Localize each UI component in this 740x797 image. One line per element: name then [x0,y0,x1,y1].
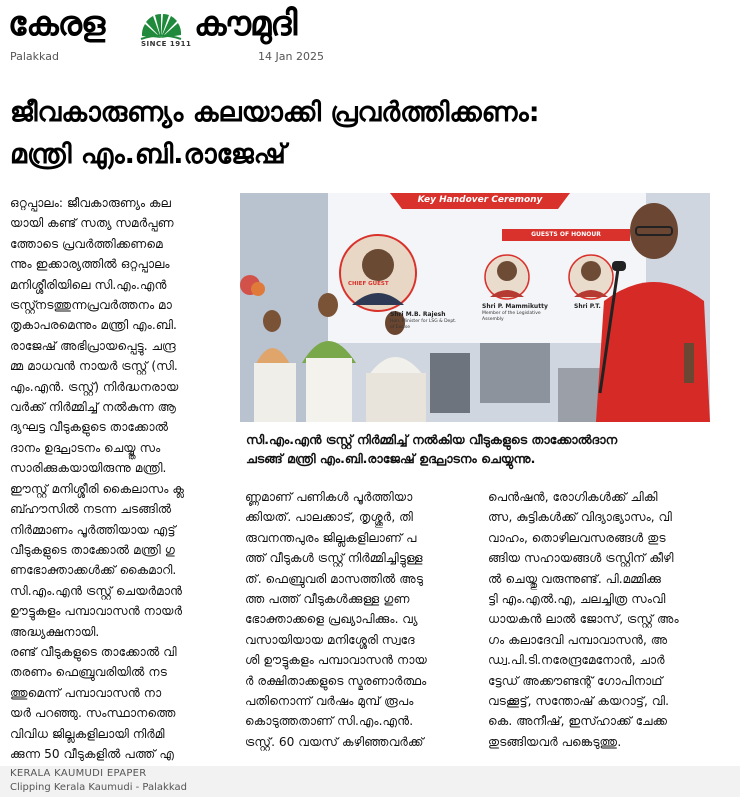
headline [10,92,730,176]
caption-line-1: സി.എം.എൻ ട്രസ്റ്റ് നിർമ്മിച്ച് നൽകിയ വീടുകളുടെ താക്കോൽദാന [246,432,618,447]
brand-name-left: കേരള [8,4,105,44]
article-line: പെൻഷൻ, രോഗികൾക്ക് ചികി [488,490,658,504]
photo-illustration [240,193,710,422]
photo-caption [246,430,716,468]
article-line: ട്രസ്റ്റ്നടത്തുന്നപ്രവർത്തനം മാ [10,298,172,313]
footer-clipping-source: Clipping Kerala Kaumudi - Palakkad [10,782,187,793]
article-line: വിവിധ ജില്ലകളിലായി നിർമി [10,726,165,741]
event-photo [240,193,710,422]
headline-line-2: മന്ത്രി എം.ബി.രാജേഷ് [10,139,286,170]
caption-line-2: ചടങ്ങ് മന്ത്രി എം.ബി.രാജേഷ് ഉദ്ഘാടനം ചെയ്യുന്നു. [246,451,536,466]
article-line: ദ്യഘട്ട വീടുകളുടെ താക്കോൽ [10,420,169,435]
article-line: രുവനന്തപുരം ജില്ലകളിലാണ് പ [245,530,417,545]
article-line: ദാനം ഉദ്ഘാടനം ചെയ്യ്ത സം [10,440,161,455]
article-line: ഒറ്റപ്പാലം: ജീവകാരുണ്യം കല [10,196,172,210]
article-line: സി.എം.എൻ ട്രസ്റ്റ് ചെയർമാൻ [10,583,183,598]
article-line: ത്സ, കുട്ടികൾക്ക് വിദ്യാഭ്യാസം, വി [488,510,672,525]
article-line: ത്. ഫെബ്രുവരി മാസത്തിൽ അടു [245,571,424,586]
article-line: വടക്കൂട്ട്, സന്തോഷ് കയറാട്ട്, വി. [488,694,669,709]
article-line: ഡ്വ.പി.ടി.നരേന്ദ്രമേനോൻ, ചാർ [488,653,665,668]
chief-guest-name: Shri M.B. Rajesh [390,311,446,318]
guests-of-honour-label: GUESTS OF HONOUR [531,231,601,238]
edition-label: Palakkad [10,50,59,63]
article-line: മനിശ്ശീരിയിലെ സി.എം.എൻ [10,277,167,292]
sunrise-logo-icon [136,2,186,44]
article-line: ശി ഊട്ടുകളം പമ്പാവാസൻ നായ [245,653,427,668]
banner-title: Key Handover Ceremony [417,195,543,205]
article-line: ത്തുമെന്ന് പമ്പാവാസൻ നാ [10,685,162,700]
article-line: നിർമ്മാണം പൂർത്തിയായ എട്ട് [10,522,176,537]
headline-line-1: ജീവകാരുണ്യം കലയാക്കി പ്രവർത്തിക്കണം: [10,97,540,128]
guest-1-role: Member of the Legislative Assembly [482,311,541,322]
article-line: ക്കിയത്. പാലക്കാട്, തൃശ്ശൂർ, തി [245,510,413,525]
article-line: തരണം ഫെബ്രുവരിയിൽ നട [10,665,167,680]
footer-brand: KERALA KAUMUDI EPAPER [10,768,147,779]
article-line: കൊടുത്തതാണ് സി.എം.എൻ. [245,714,414,729]
article-column-2 [245,487,477,752]
article-line: കെ. അനീഷ്, ഇസ്ഹാക്ക് ചേക്ക [488,714,668,729]
article-line: വസായിയായ മനിശ്ശേരി സ്വദേ [245,632,415,647]
article-line: ട്ടേഡ് അക്കൗണ്ടന്റ് ഗോപിനാഥ് [488,673,663,688]
article-line: യർ പറഞ്ഞു. സംസ്ഥാനത്തെ [10,706,176,721]
article-line: ട്രസ്റ്റ്. 60 വയസ് കഴിഞ്ഞവർക്ക് [245,734,424,749]
guest-2-name: Shri P.T. [574,303,601,310]
article-line: ണ്ണമാണ് പണികൾ പൂർത്തിയാ [245,490,413,504]
masthead [0,0,740,66]
article-line: ത്തോടെ പ്രവർത്തിക്കണമെ [10,236,163,251]
epaper-footer [0,766,740,797]
since-year: SINCE 1911 [141,40,192,48]
issue-date: 14 Jan 2025 [258,50,324,63]
article-line: യായി കണ്ട് സത്യ സമർപ്പണ [10,216,174,231]
article-line: അദ്ധ്യക്ഷനായി. [10,624,100,639]
article-line: ൽ ചെയ്തു വരുന്നുണ്ട്. പി.മമ്മിക്കു [488,571,662,586]
article-line: പതിനൊന്ന് വർഷം മുമ്പ് രൂപം [245,694,414,709]
article-line: ഗം കലാദേവി പമ്പാവാസൻ, അ [488,632,668,647]
article-line: ട്ടി എം.എൽ.എ, ചലച്ചിത്ര സംവി [488,592,666,607]
article-line: തൃകാപരമെന്നും മന്ത്രി എം.ബി. [10,318,177,333]
article-line: ബ്ഹൗസിൽ നടന്ന ചടങ്ങിൽ [10,502,172,517]
article-line: ധായകൻ ലാൽ ജോസ്, ട്രസ്റ്റ് അം [488,612,679,627]
article-line: സാരിക്കുകയായിരുന്നു മന്ത്രി. [10,461,167,476]
article-line: തുടങ്ങിയവർ പങ്കെടുത്തു. [488,734,622,749]
article-line: ങ്ങിയ സഹായങ്ങൾ ട്രസ്റ്റിന് കീഴി [488,551,674,566]
guest-1-name: Shri P. Mammikutty [482,303,548,310]
article-line: ണഭോക്താക്കൾക്ക് കൈമാറി. [10,563,177,578]
article-line: ഭോക്താക്കളെ പ്രഖ്യാപിക്കും. വ്യ [245,612,418,627]
article-column-3 [488,487,728,752]
chief-guest-label: CHIEF GUEST [348,281,389,287]
article-column-1 [10,193,232,764]
article-line: മ്മ മാധവൻ നായർ ട്രസ്റ്റ് (സി. [10,359,178,374]
article-line: ത്ത് വീടുകൾ ട്രസ്റ്റ് നിർമ്മിച്ചിട്ടുള്ള [245,551,423,566]
article-line: ന്നും ഇക്കാര്യത്തിൽ ഒറ്റപ്പാലം [10,257,170,272]
chief-guest-role: Hon. Minister for LSG & Dept. of Excise [390,319,457,330]
article-line: ഈസ്റ്റ് മനിശ്ശീരി കൈലാസം ക്ല [10,481,185,496]
article-line: രണ്ട് വീടുകളുടെ താക്കോൽ വി [10,644,177,659]
article-line: ത്ത പത്ത് വീടുകൾക്കുള്ള ഗുണ [245,592,410,607]
article-line: എം.എൻ. ട്രസ്റ്റ്) നിർദ്ധനരായ [10,379,179,394]
article-line: വീടുകളുടെ താക്കോൽ മന്ത്രി ഗു [10,542,175,557]
article-line: ഊട്ടുകളം പമ്പാവാസൻ നായർ [10,604,183,619]
article-line: രാജേഷ് അഭിപ്രായപ്പെട്ടു. ചന്ദ്ര [10,338,176,353]
brand-name-right: കൗമുദി [194,4,297,44]
article-line: ർ രക്ഷിതാക്കളുടെ സ്മരണാർത്ഥം [245,673,427,688]
article-line: വാഹം, തൊഴിലവസരങ്ങൾ തുട [488,530,666,545]
article-line: ക്കുന്ന 50 വീടുകളിൽ പത്ത് എ [10,746,175,761]
article-line: വർക്ക് നിർമ്മിച്ച് നൽകുന്ന ആ [10,400,177,415]
